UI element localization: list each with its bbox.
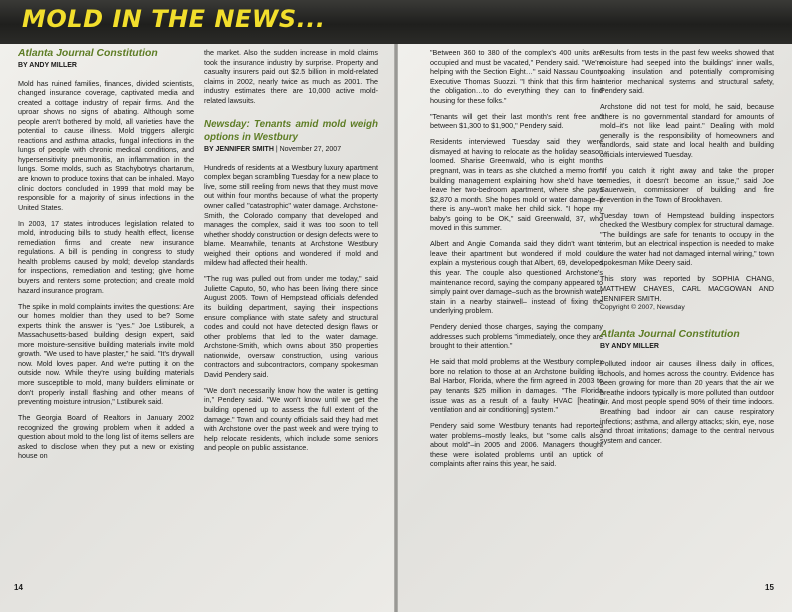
article-headline: Newsday: Tenants amid mold weigh options in Westbury — [204, 119, 378, 143]
paragraph: Mold has ruined families, finances, divided scientists, changed insurance coverage, captivated media and created a cottage industry of repair firms. And the uproar shows no signs of abating. Although some people aren't bothered by mold, all varieties have the potential to cause illness. Mold triggers allergic reactions and asthma attacks, fungal infections in the lungs of people with chronic medical conditions, and hypersensitivity pneumonitis, an inflammation in the lungs. Some molds, such as Stachybotrys chartarum, are known to produce toxins that can be inhaled. Mayo clinic doctors concluded in 1999 that mold may be responsible for a majority of sinus infections in the United States. — [18, 78, 194, 212]
paragraph: Residents interviewed Tuesday said they were dismayed at having to relocate as the holiday season loomed. Sharise Greenwald, who is eight months pregnant, was in tears as she clutched a memo from building management explaining how she'd have to leave her two-bedroom apartment, where she pays $2,870 a month. She hopes mold or water damage–if there is any–won't make her child sick. "I hope my baby's going to be OK," said Greenwald, 37, who moved in this summer. — [430, 137, 603, 233]
column-1 — [18, 48, 194, 467]
paragraph: Pendery denied those charges, saying the company addresses such problems "immediately, once they are brought to their attention." — [430, 322, 603, 351]
paragraph: Albert and Angie Comanda said they didn't want to leave their apartment but wondered if mold could explain a mysterious cough that Albert, 69, developed this year. The couple also questioned Archstone's maintenance record, saying the company appeared to simply paint over damage–such as the brownish water stain in a nearby stairwell– instead of fixing the underlying problem. — [430, 239, 603, 316]
header-banner — [0, 0, 792, 44]
source-heading: Atlanta Journal Constitution — [18, 48, 158, 59]
paragraph: "If you catch it right away and take the proper remedies, it doesn't become an issue," said Joe Sauerwein, commissioner of building and fire prevention in the Town of Brookhaven. — [600, 166, 774, 204]
paragraph: Hundreds of residents at a Westbury luxury apartment complex began scrambling Tuesday for a new place to live, some still reeling from news that they must move out within four months because of what the property owner called "catastrophic" water damage. Archstone-Smith, the Colorado company that developed and manages the complex, said it was too soon to tell whether shoddy construction or design defects were to blame. Meanwhile, tenants at Archstone Westbury weighed their options and wondered if mold and mildew had affected their health. — [204, 162, 378, 268]
paragraph: "The rug was pulled out from under me today," said Juliette Caputo, 50, who has been living there since August 2005. Town of Hempstead officials defended its building department, saying their inspections ensure compliance with state safety and structural codes and could not have detected design flaws or other problems that led to the water damage. Archstone-Smith, which owns about 350 properties nationwide, oversaw construction, using various contractors and subcontractors, company spokesman David Pendery said. — [204, 274, 378, 379]
paragraph: Results from tests in the past few weeks showed that moisture had seeped into the buildings' inner walls, soaking insulation and potentially compromising interior mechanical systems and structural safety, Pendery said. — [600, 48, 774, 96]
source-heading: Atlanta Journal Constitution — [600, 328, 740, 340]
paragraph: "We don't necessarily know how the water is getting in," Pendery said. "We won't know until we get the building opened up to assess the full extent of the damage." Town and county officials said they had met with Archstone over the past week and were trying to help relocate residents, which include some seniors and people on public assistance. — [204, 385, 378, 453]
paragraph: Polluted indoor air causes illness daily in offices, schools, and homes across the country. Evidence has been growing for more than 20 years that the air we breathe indoors typically is more polluted than outdoor air. And most people spend 90% of their time indoors. Breathing bad indoor air can cause respiratory infections; asthma, and allergy attacks; skin, eye, nose and throat irritations; damage to the central nervous system and cancer. — [600, 359, 774, 445]
column-4 — [600, 48, 774, 452]
page-number-left: 14 — [14, 583, 23, 592]
byline: BY ANDY MILLER — [600, 342, 659, 350]
copyright: Copyright © 2007, Newsday — [600, 304, 685, 312]
paragraph: The Georgia Board of Realtors in January 2002 recognized the growing problem when it added a question about mold to the long list of items sellers are asked to disclose when they put a new or existing house on — [18, 413, 194, 461]
column-2 — [204, 48, 378, 459]
paragraph: "Between 360 to 380 of the complex's 400 units are occupied and must be vacated," Pendery said. "We're helping with the Section Eight…" said Nassau County Executive Thomas Suozzi. "I think that this firm has the obligation…to do everything they can to find housing for these folks." — [430, 48, 603, 105]
paragraph: "Tenants will get their last month's rent free and between $1,300 to $1,900," Pendery said. — [430, 111, 603, 131]
paragraph: The spike in mold complaints invites the questions: Are our homes moldier than they used to be? Some experts think the answer is "yes." Joe Lstiburek, a Massachusetts-based building design expert, said more moisture-sensitive building materials invite mold growth. "We used to have plaster," he said. "It's drywall now. Mold loves paper. And we're putting it on the outside now. While they're using building materials more susceptible to mold, many builders eliminate or don't properly install flashing and other means of preventing moisture intrusion," Lstiburek said. — [18, 301, 194, 407]
paragraph: He said that mold problems at the Westbury complex bore no relation to those at an Archstone building in Bal Harbor, Florida, where the firm agreed in 2003 to pay tenants $25 million in damages. "The Florida issue was as a result of a faulty HVAC [heating ventilation and air conditioning] system." — [430, 357, 603, 415]
byline-date: November 27, 2007 — [279, 146, 342, 154]
paragraph: In 2003, 17 states introduces legislation related to mold, introducing bills to study health effect, license remediation firms and create new insurance regulations. A bill is pending in congress to study health problems caused by mold; develop standards for inspections, remediation and testing; give home buyers and renters some protection; and create mold hazard insurance program. — [18, 218, 194, 295]
column-3 — [430, 48, 603, 475]
reporter-credit: This story was reported by SOPHIA CHANG, MATTHEW CHAYES, CARL MACGOWAN AND JENNIFER SMITH. — [600, 274, 774, 303]
byline: BY JENNIFER SMITH | November 27, 2007 — [204, 146, 342, 154]
byline: BY ANDY MILLER — [18, 62, 77, 69]
paragraph: Archstone did not test for mold, he said, because "there is no governmental standard for amounts of mold–it's not like lead paint." Dealing with mold generally is the responsibility of homeowners and landlords, said state and local health and building officials interviewed Tuesday. — [600, 102, 774, 159]
paragraph: the market. Also the sudden increase in mold claims took the insurance industry by surprise. Property and casualty insurers paid out $2.5 billion in mold-related claims in 2002, nearly twice as much as 2001. The industry estimates there are 10,000 active mold-related lawsuits. — [204, 48, 378, 105]
page-number-right: 15 — [765, 583, 774, 592]
paragraph: Pendery said some Westbury tenants had reported water problems–mostly leaks, but "some calls also about mold"–in 2005 and 2006. Managers thought these were isolated problems until an uptick of complaints after rains this year, he said. — [430, 421, 603, 469]
paragraph: Tuesday town of Hempstead building inspectors checked the Westbury complex for structural damage. "The buildings are safe for tenants to occupy in the interim, but an electrical inspection is needed to make sure the water had not damaged internal wiring," town spokesman Mike Deery said. — [600, 210, 774, 268]
byline-author: BY JENNIFER SMITH — [204, 146, 274, 154]
banner-title: MOLD IN THE NEWS... — [22, 5, 326, 33]
